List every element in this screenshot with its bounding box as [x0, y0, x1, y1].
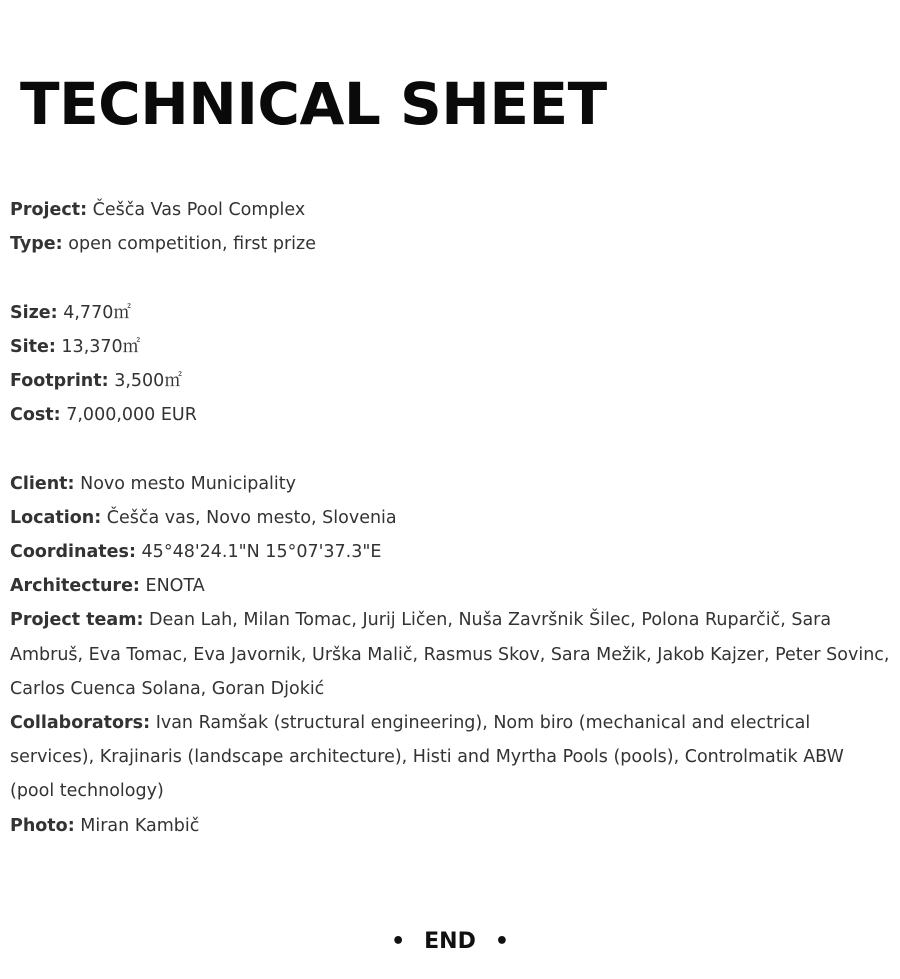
- coordinates-row: [10, 535, 890, 569]
- site-value: 13,370㎡: [61, 336, 141, 357]
- project-label: Project:: [10, 200, 88, 220]
- site-row: [10, 330, 890, 364]
- footprint-value: 3,500㎡: [114, 371, 182, 391]
- photo-value: Miran Kambič: [80, 815, 200, 836]
- spacer: [10, 432, 890, 466]
- photo-row: [10, 809, 890, 843]
- collaborators-row: [10, 706, 890, 809]
- photo-label: Photo:: [10, 815, 75, 836]
- technical-sheet: [10, 193, 890, 843]
- size-value: 4,770㎡: [63, 302, 131, 323]
- cost-label: Cost:: [10, 405, 61, 426]
- client-row: [10, 467, 890, 501]
- spacer: [10, 261, 890, 295]
- cost-row: [10, 398, 890, 432]
- size-label: Size:: [10, 302, 58, 323]
- project-team-row: [10, 603, 890, 706]
- collaborators-value: Ivan Ramšak (structural engineering), Nom biro (mechanical and electrical services), Krajinaris (landscape architecture), Histi and Myrtha Pools (pools), Controlmatik ABW (pool technology): [10, 713, 844, 802]
- client-value: Novo mesto Municipality: [80, 473, 296, 494]
- type-row: [10, 227, 890, 261]
- site-label: Site:: [10, 336, 56, 357]
- project-team-label: Project team:: [10, 610, 144, 631]
- end-marker: [0, 925, 900, 959]
- location-row: [10, 501, 890, 535]
- footprint-label: Footprint:: [10, 371, 109, 391]
- size-row: [10, 296, 890, 330]
- architecture-row: [10, 569, 890, 603]
- project-team-value: Dean Lah, Milan Tomac, Jurij Ličen, Nuša Završnik Šilec, Polona Ruparčič, Sara Ambruš, Eva Tomac, Eva Javornik, Urška Malič, Rasmus Skov, Sara Mežik, Jakob Kajzer, Peter Sovinc, Carlos Cuenca Solana, Goran Djokić: [10, 610, 890, 699]
- cost-value: 7,000,000 EUR: [66, 405, 197, 426]
- end-label: END: [424, 929, 476, 954]
- type-label: Type:: [10, 234, 63, 255]
- project-row: [10, 193, 890, 227]
- coordinates-label: Coordinates:: [10, 542, 136, 562]
- client-label: Client:: [10, 473, 75, 494]
- architecture-label: Architecture:: [10, 576, 140, 597]
- footprint-row: [10, 364, 890, 398]
- collaborators-label: Collaborators:: [10, 713, 151, 734]
- project-value: Češča Vas Pool Complex: [92, 200, 306, 220]
- bullet-left-icon: •: [391, 929, 406, 954]
- location-label: Location:: [10, 507, 102, 528]
- architecture-value: ENOTA: [145, 576, 205, 597]
- bullet-right-icon: •: [494, 929, 509, 954]
- page-title: TECHNICAL SHEET: [20, 70, 607, 138]
- coordinates-value: 45°48'24.1"N 15°07'37.3"E: [141, 542, 382, 562]
- type-value: open competition, first prize: [68, 234, 316, 255]
- location-value: Češča vas, Novo mesto, Slovenia: [106, 507, 397, 528]
